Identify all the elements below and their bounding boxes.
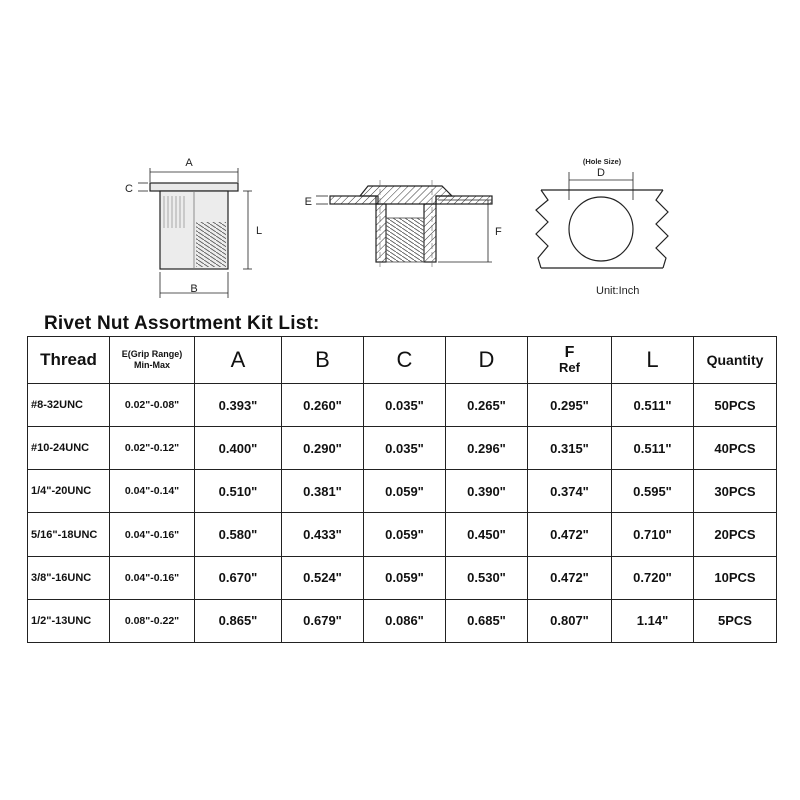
table-row (28, 384, 777, 427)
cell-b: 0.524" (282, 556, 364, 599)
cell-thread: #10-24UNC (28, 427, 110, 470)
cell-e: 0.04"-0.16" (110, 513, 195, 556)
cell-f: 0.472" (528, 513, 612, 556)
cell-a: 0.510" (195, 470, 282, 513)
cell-f: 0.472" (528, 556, 612, 599)
cell-quantity: 5PCS (694, 599, 777, 642)
header-quantity: Quantity (694, 337, 777, 384)
cell-l: 0.595" (612, 470, 694, 513)
kit-list-title: Rivet Nut Assortment Kit List: (44, 313, 320, 334)
cell-c: 0.086" (364, 599, 446, 642)
cell-quantity: 10PCS (694, 556, 777, 599)
header-f-line1: F (564, 344, 575, 361)
cell-a: 0.865" (195, 599, 282, 642)
rivet-nut-side-view (138, 168, 252, 298)
cell-d: 0.685" (446, 599, 528, 642)
hole-size-label: (Hole Size) (582, 157, 622, 166)
cell-b: 0.381" (282, 470, 364, 513)
cell-quantity: 50PCS (694, 384, 777, 427)
cell-e: 0.02"-0.08" (110, 384, 195, 427)
cell-quantity: 40PCS (694, 427, 777, 470)
dim-label-l: L (256, 225, 263, 237)
header-e-line1: E(Grip Range) (121, 349, 183, 359)
cell-a: 0.400" (195, 427, 282, 470)
cell-d: 0.296" (446, 427, 528, 470)
cell-d: 0.450" (446, 513, 528, 556)
cell-c: 0.059" (364, 470, 446, 513)
kit-spec-table (27, 336, 777, 643)
header-f-ref (528, 337, 612, 384)
rivet-nut-installed-section (316, 180, 492, 270)
cell-b: 0.290" (282, 427, 364, 470)
cell-thread: #8-32UNC (28, 384, 110, 427)
hole-size-diagram (536, 172, 668, 268)
dim-label-f: F (495, 226, 502, 238)
header-e-grip-range (110, 337, 195, 384)
cell-c: 0.035" (364, 427, 446, 470)
table-row (28, 470, 777, 513)
cell-b: 0.260" (282, 384, 364, 427)
cell-thread: 5/16"-18UNC (28, 513, 110, 556)
cell-l: 0.720" (612, 556, 694, 599)
cell-thread: 1/2"-13UNC (28, 599, 110, 642)
table-row (28, 599, 777, 642)
cell-d: 0.530" (446, 556, 528, 599)
cell-e: 0.08"-0.22" (110, 599, 195, 642)
cell-f: 0.295" (528, 384, 612, 427)
cell-l: 0.511" (612, 384, 694, 427)
cell-c: 0.059" (364, 556, 446, 599)
cell-c: 0.059" (364, 513, 446, 556)
dim-label-a: A (185, 157, 193, 169)
cell-thread: 1/4"-20UNC (28, 470, 110, 513)
header-c: C (364, 337, 446, 384)
cell-quantity: 20PCS (694, 513, 777, 556)
cell-l: 0.710" (612, 513, 694, 556)
table-header-row (28, 337, 777, 384)
cell-f: 0.315" (528, 427, 612, 470)
header-a: A (195, 337, 282, 384)
unit-label: Unit:Inch (596, 285, 640, 297)
cell-a: 0.393" (195, 384, 282, 427)
cell-e: 0.04"-0.16" (110, 556, 195, 599)
cell-c: 0.035" (364, 384, 446, 427)
cell-l: 1.14" (612, 599, 694, 642)
dim-label-c: C (125, 183, 133, 195)
header-b: B (282, 337, 364, 384)
header-l: L (612, 337, 694, 384)
cell-d: 0.265" (446, 384, 528, 427)
header-e-line2: Min-Max (134, 360, 170, 370)
cell-l: 0.511" (612, 427, 694, 470)
cell-thread: 3/8"-16UNC (28, 556, 110, 599)
cell-e: 0.04"-0.14" (110, 470, 195, 513)
rivet-nut-diagrams (0, 0, 800, 310)
cell-a: 0.580" (195, 513, 282, 556)
cell-a: 0.670" (195, 556, 282, 599)
cell-f: 0.807" (528, 599, 612, 642)
cell-quantity: 30PCS (694, 470, 777, 513)
header-f-line2: Ref (559, 360, 580, 375)
cell-b: 0.679" (282, 599, 364, 642)
header-thread: Thread (28, 337, 110, 384)
table-row (28, 556, 777, 599)
dim-label-d: D (597, 167, 605, 179)
cell-b: 0.433" (282, 513, 364, 556)
dim-label-b: B (190, 283, 198, 295)
header-d: D (446, 337, 528, 384)
table-row (28, 427, 777, 470)
dim-label-e: E (304, 196, 312, 208)
table-row (28, 513, 777, 556)
cell-e: 0.02"-0.12" (110, 427, 195, 470)
cell-d: 0.390" (446, 470, 528, 513)
cell-f: 0.374" (528, 470, 612, 513)
